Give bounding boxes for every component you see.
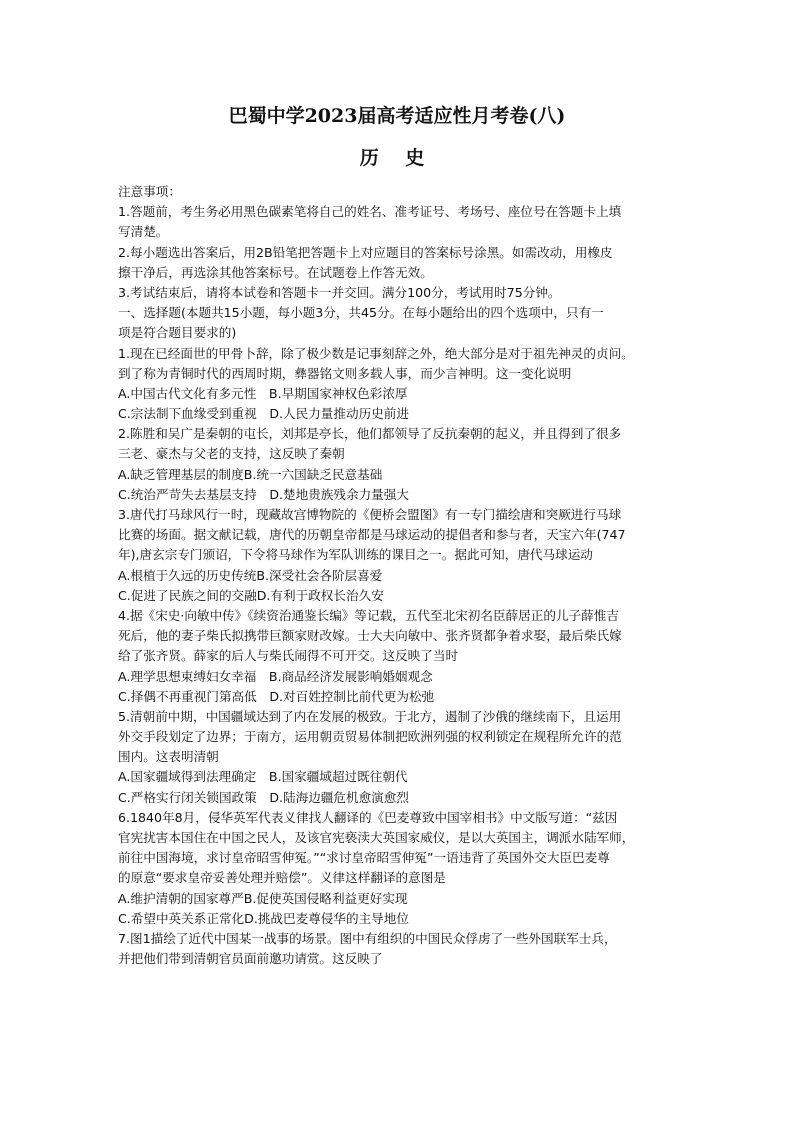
text-line: 3.考试结束后，请将本试卷和答题卡一并交回。满分100分，考试用时75分钟。 — [118, 284, 561, 300]
text-line: C.统治严苛失去基层支持 D.楚地贵族残余力量强大 — [118, 486, 409, 502]
text-line: A.中国古代文化有多元性 B.早期国家神权色彩浓厚 — [118, 385, 408, 401]
text-line: 官宪扰害本国住在中国之民人，及该官宪亵渎大英国家威仪，是以大英国主，调派水陆军师， — [118, 830, 635, 845]
text-line: 2.陈胜和吴广是秦朝的屯长，刘邦是亭长，他们都领导了反抗秦朝的起义，并且得到了很多 — [118, 426, 622, 442]
text-line: 写清楚。 — [118, 224, 169, 240]
subject-title: 历 史 — [359, 147, 435, 169]
text-line: C.宗法制下血缘受到重视 D.人民力量推动历史前进 — [118, 406, 409, 422]
text-line: 给了张齐贤。薛家的后人与柴氏闹得不可开交。这反映了当时 — [118, 648, 459, 664]
text-line: 三老、豪杰与父老的支持，这反映了秦朝 — [118, 446, 345, 462]
text-line: 6.1840年8月，侵华英军代表义律找人翻译的《巴麦尊致中国宰相书》中文版写道：“兹因 — [118, 809, 618, 825]
text-line: C.严格实行闭关锁国政策 D.陆海边疆危机愈演愈烈 — [118, 789, 409, 805]
text-line: 前往中国海境，求讨皇帝昭雪伸冤。”“求讨皇帝昭雪伸冤”一语违背了英国外交大臣巴麦尊 — [118, 850, 610, 866]
text-line: A.维护清朝的国家尊严B.促使英国侵略利益更好实现 — [118, 890, 408, 906]
text-line: 擦干净后，再选涂其他答案标号。在试题卷上作答无效。 — [118, 264, 433, 280]
text-line: 死后，他的妻子柴氏拟携带巨额家财改嫁。士大夫向敏中、张齐贤都争着求娶，最后柴氏嫁 — [118, 628, 622, 644]
text-line: C.促进了民族之间的交融D.有利于政权长治久安 — [118, 587, 384, 603]
text-line: 到了称为青铜时代的西周时期，彝器铭文则多载人事，而少言神明。这一变化说明 — [118, 365, 572, 381]
exam-title: 巴蜀中学2023届高考适应性月考卷(八) — [228, 105, 566, 127]
text-line: A.缺乏管理基层的制度B.统一六国缺乏民意基础 — [118, 466, 383, 482]
text-line: A.国家疆域得到法理确定 B.国家疆域超过既往朝代 — [118, 769, 408, 785]
text-line: 的原意“要求皇帝妥善处理并赔偿”。义律这样翻译的意图是 — [118, 870, 446, 886]
text-line: C.希望中英关系正常化D.挑战巴麦尊侵华的主导地位 — [118, 910, 409, 926]
text-line: 7.图1描绘了近代中国某一战事的场景。图中有组织的中国民众俘虏了一些外国联军士兵， — [118, 930, 617, 946]
text-line: 比赛的场面。据文献记载，唐代的历朝皇帝都是马球运动的提倡者和参与者，天宝六年(747 — [118, 527, 626, 543]
text-line: 外交手段划定了边界；于南方，运用朝贡贸易体制把欧洲列强的权利锁定在规程所允许的范 — [118, 729, 622, 745]
text-line: 一、选择题(本题共15小题，每小题3分，共45分。在每小题给出的四个选项中，只有一 — [118, 305, 604, 321]
text-line: 2.每小题选出答案后，用2B铅笔把答题卡上对应题目的答案标号涂黑。如需改动，用橡皮 — [118, 244, 613, 260]
text-line: 4.据《宋史·向敏中传》《续资治通鉴长编》等记载，五代至北宋初名臣薛居正的儿子薛惟吉 — [118, 607, 619, 623]
text-line: C.择偶不再重视门第高低 D.对百姓控制比前代更为松弛 — [118, 688, 435, 704]
text-line: A.根植于久远的历史传统B.深受社会各阶层喜爱 — [118, 567, 383, 583]
text-line: 1.答题前，考生务必用黑色碳素笔将自己的姓名、准考证号、考场号、座位号在答题卡上填 — [118, 204, 622, 220]
text-line: 1.现在已经面世的甲骨卜辞，除了极少数是记事刻辞之外，绝大部分是对于祖先神灵的贞问。 — [118, 345, 634, 361]
text-line: 项是符合题目要求的) — [118, 325, 237, 341]
text-line: 年),唐玄宗专门颁诏，下令将马球作为军队训练的课目之一。据此可知，唐代马球运动 — [118, 547, 593, 563]
text-line: 注意事项： — [118, 184, 181, 199]
text-line: 围内。这表明清朝 — [118, 749, 219, 765]
text-line: 5.清朝前中期，中国疆域达到了内在发展的极致。于北方，遏制了沙俄的继续南下，且运用 — [118, 708, 622, 724]
exam-body — [118, 182, 686, 969]
text-line: A.理学思想束缚妇女幸福 B.商品经济发展影响婚姻观念 — [118, 668, 433, 684]
text-line: 3.唐代打马球风行一时，现藏故宫博物院的《便桥会盟图》有一专门描绘唐和突厥进行马球 — [118, 507, 622, 522]
text-line: 并把他们带到清朝官员面前邀功请赏。这反映了 — [118, 951, 383, 967]
